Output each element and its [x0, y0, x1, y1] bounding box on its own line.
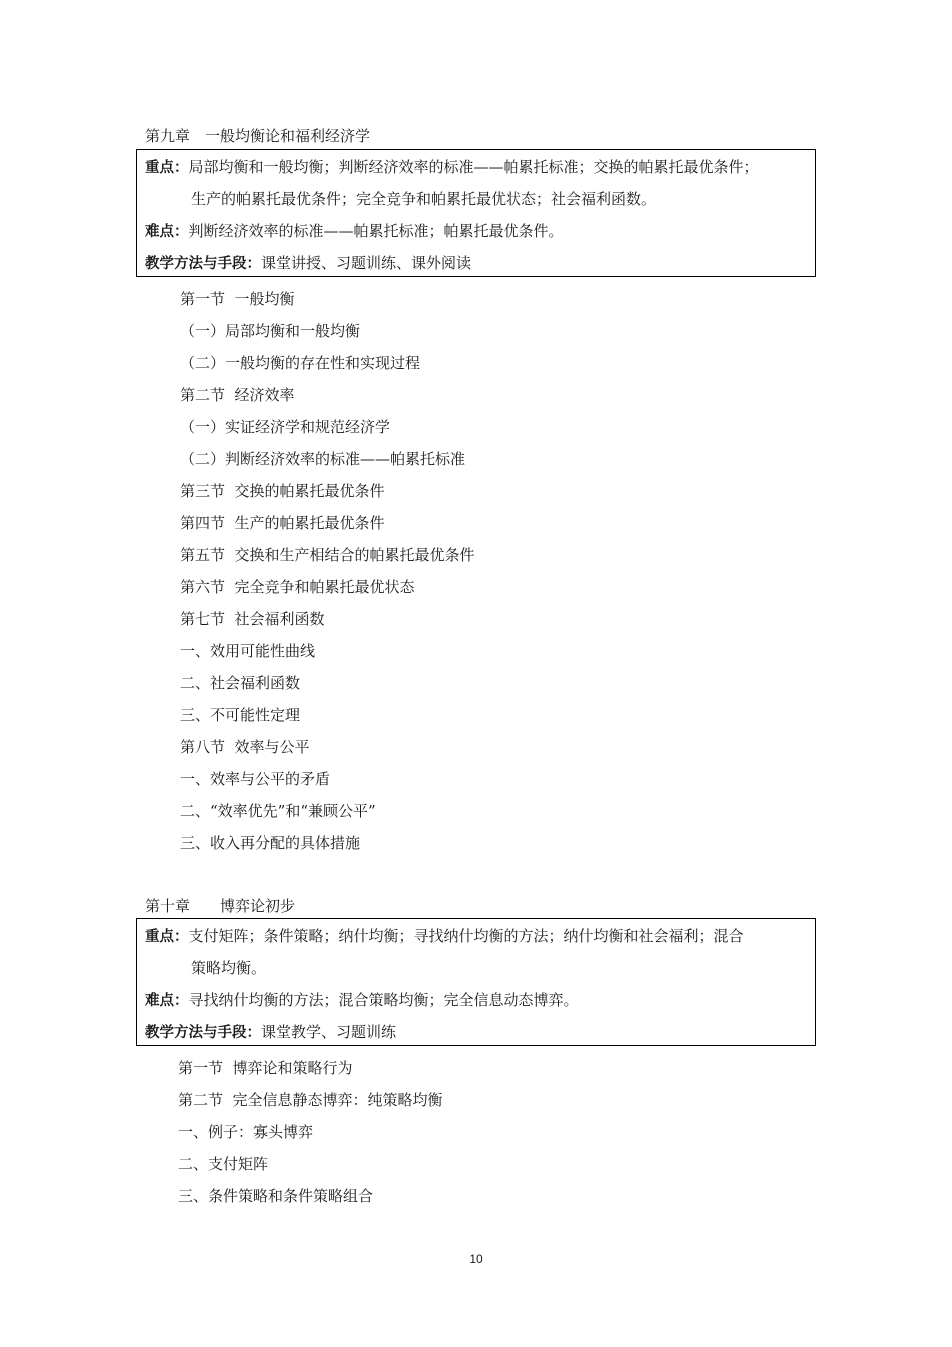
key-points-line	[145, 156, 807, 188]
chapter-10-summary-box	[136, 918, 816, 1046]
outline-item: 二、社会福利函数	[180, 674, 301, 692]
outline-item: （二）判断经济效率的标准——帕累托标准	[180, 450, 466, 468]
outline-item: 第五节 交换和生产相结合的帕累托最优条件	[180, 546, 475, 564]
difficult-points-text: 判断经济效率的标准——帕累托标准；帕累托最优条件。	[188, 222, 564, 240]
outline-item: （一）局部均衡和一般均衡	[180, 322, 361, 340]
outline-item: 一、效率与公平的矛盾	[180, 770, 331, 788]
outline-item: 一、例子：寡头博弈	[178, 1123, 314, 1141]
outline-item: 第四节 生产的帕累托最优条件	[180, 514, 385, 532]
teaching-method-label: 教学方法与手段：	[145, 256, 261, 272]
chapter-9-outline	[180, 289, 475, 865]
outline-item: 第一节 一般均衡	[180, 290, 295, 308]
key-points-label: 重点：	[145, 160, 189, 176]
chapter-9-title: 第九章 一般均衡论和福利经济学	[145, 127, 371, 145]
teaching-method-line	[145, 252, 807, 284]
difficult-points-line	[145, 220, 807, 252]
difficult-points-label: 难点：	[145, 224, 189, 240]
difficult-points-label: 难点：	[145, 993, 189, 1009]
difficult-points-text: 寻找纳什均衡的方法；混合策略均衡；完全信息动态博弈。	[188, 991, 579, 1009]
outline-item: 第二节 经济效率	[180, 386, 295, 404]
difficult-points-line	[145, 989, 807, 1021]
chapter-10-outline	[178, 1058, 443, 1218]
key-points-label: 重点：	[145, 929, 189, 945]
teaching-method-line	[145, 1021, 807, 1053]
key-points-line-continued	[145, 188, 807, 220]
chapter-10-title: 第十章 博弈论初步	[145, 897, 296, 915]
outline-item: 第二节 完全信息静态博弈：纯策略均衡	[178, 1091, 443, 1109]
key-points-line-continued	[145, 957, 807, 989]
key-points-text-continued: 策略均衡。	[191, 959, 267, 977]
key-points-line	[145, 925, 807, 957]
outline-item: 第七节 社会福利函数	[180, 610, 325, 628]
key-points-text: 局部均衡和一般均衡；判断经济效率的标准——帕累托标准；交换的帕累托最优条件；	[188, 158, 759, 176]
outline-item: 第三节 交换的帕累托最优条件	[180, 482, 385, 500]
outline-item: 第一节 博弈论和策略行为	[178, 1059, 353, 1077]
outline-item: 第六节 完全竞争和帕累托最优状态	[180, 578, 415, 596]
outline-item: 第八节 效率与公平	[180, 738, 310, 756]
teaching-method-label: 教学方法与手段：	[145, 1025, 261, 1041]
page-number: 10	[469, 1252, 483, 1266]
teaching-method-text: 课堂讲授、习题训练、课外阅读	[261, 254, 472, 272]
key-points-text: 支付矩阵；条件策略；纳什均衡；寻找纳什均衡的方法；纳什均衡和社会福利；混合	[188, 927, 744, 945]
outline-item: 二、支付矩阵	[178, 1155, 269, 1173]
outline-item: （二）一般均衡的存在性和实现过程	[180, 354, 421, 372]
outline-item: 二、“效率优先”和“兼顾公平”	[180, 802, 376, 820]
outline-item: （一）实证经济学和规范经济学	[180, 418, 391, 436]
chapter-9-summary-box	[136, 149, 816, 277]
outline-item: 三、收入再分配的具体措施	[180, 834, 361, 852]
teaching-method-text: 课堂教学、习题训练	[261, 1023, 397, 1041]
outline-item: 三、不可能性定理	[180, 706, 301, 724]
key-points-text-continued: 生产的帕累托最优条件；完全竞争和帕累托最优状态；社会福利函数。	[191, 190, 657, 208]
outline-item: 三、条件策略和条件策略组合	[178, 1187, 374, 1205]
outline-item: 一、效用可能性曲线	[180, 642, 316, 660]
